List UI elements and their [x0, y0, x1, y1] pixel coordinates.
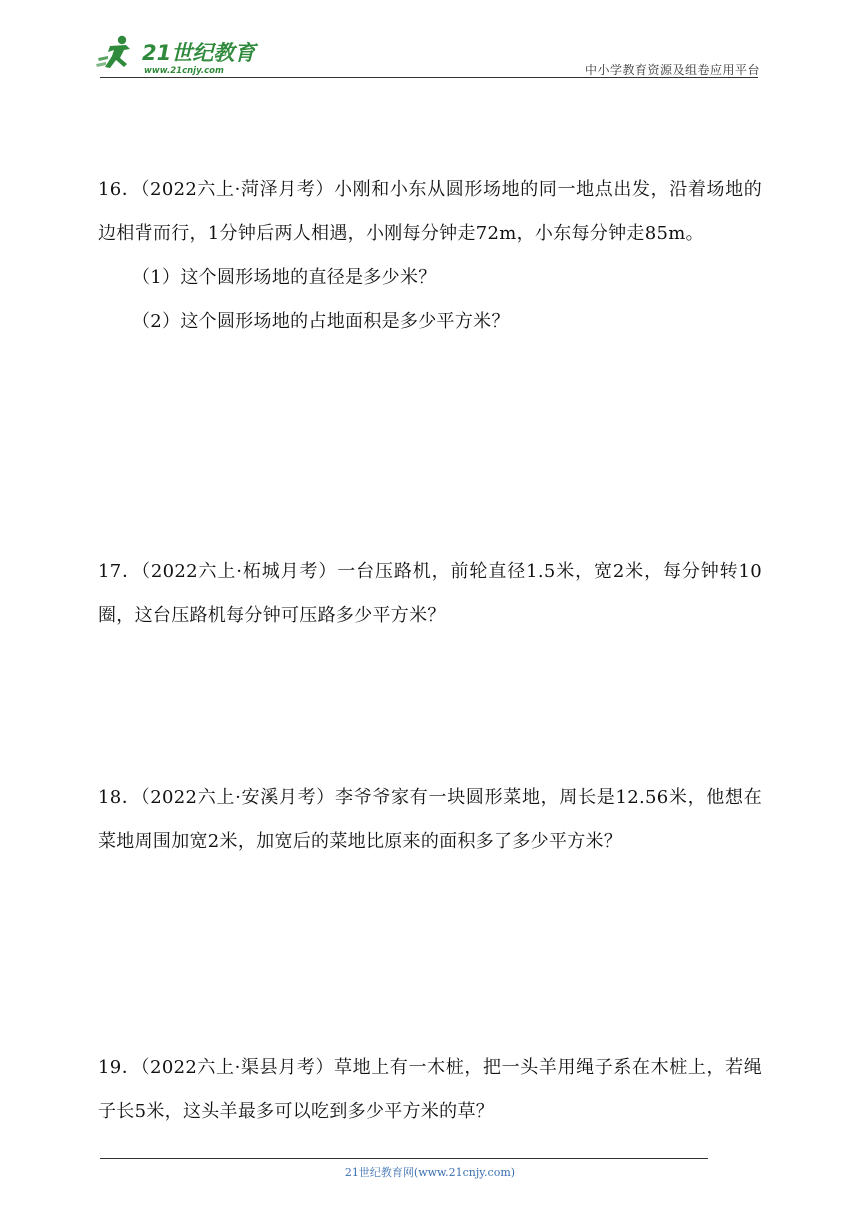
question-text: 16．（2022六上·菏泽月考）小刚和小东从圆形场地的同一地点出发，沿着场地的边相背而行，1分钟后两人相遇，小刚每分钟走72m，小东每分钟走85m。 [98, 179, 762, 244]
logo-url: www.21cnjy.com [144, 66, 224, 76]
question-text: 18．（2022六上·安溪月考）李爷爷家有一块圆形菜地，周长是12.56米，他想在菜地周围加宽2米，加宽后的菜地比原来的面积多了多少平方米？ [98, 787, 762, 852]
question-19 [98, 1046, 762, 1134]
logo-text: 21世纪教育 [142, 41, 256, 65]
footer-divider [100, 1158, 708, 1159]
sub-question: （1）这个圆形场地的直径是多少米？ [132, 267, 437, 288]
site-logo [96, 34, 266, 78]
question-text: 19．（2022六上·渠县月考）草地上有一木桩，把一头羊用绳子系在木桩上，若绳子长5米，这头羊最多可以吃到多少平方米的草？ [98, 1057, 762, 1122]
runner-icon [96, 36, 130, 68]
header-divider [100, 77, 758, 78]
page-header [0, 0, 860, 80]
page-footer: 21世纪教育网(www.21cnjy.com) [344, 1166, 516, 1179]
question-17 [98, 550, 762, 638]
question-18 [98, 776, 762, 864]
question-text: 17．（2022六上·柘城月考）一台压路机，前轮直径1.5米，宽2米，每分钟转10圈，这台压路机每分钟可压路多少平方米？ [98, 561, 762, 626]
site-tagline: 中小学教育资源及组卷应用平台 [584, 63, 760, 77]
question-16 [98, 168, 762, 344]
sub-question: （2）这个圆形场地的占地面积是多少平方米？ [132, 311, 510, 332]
